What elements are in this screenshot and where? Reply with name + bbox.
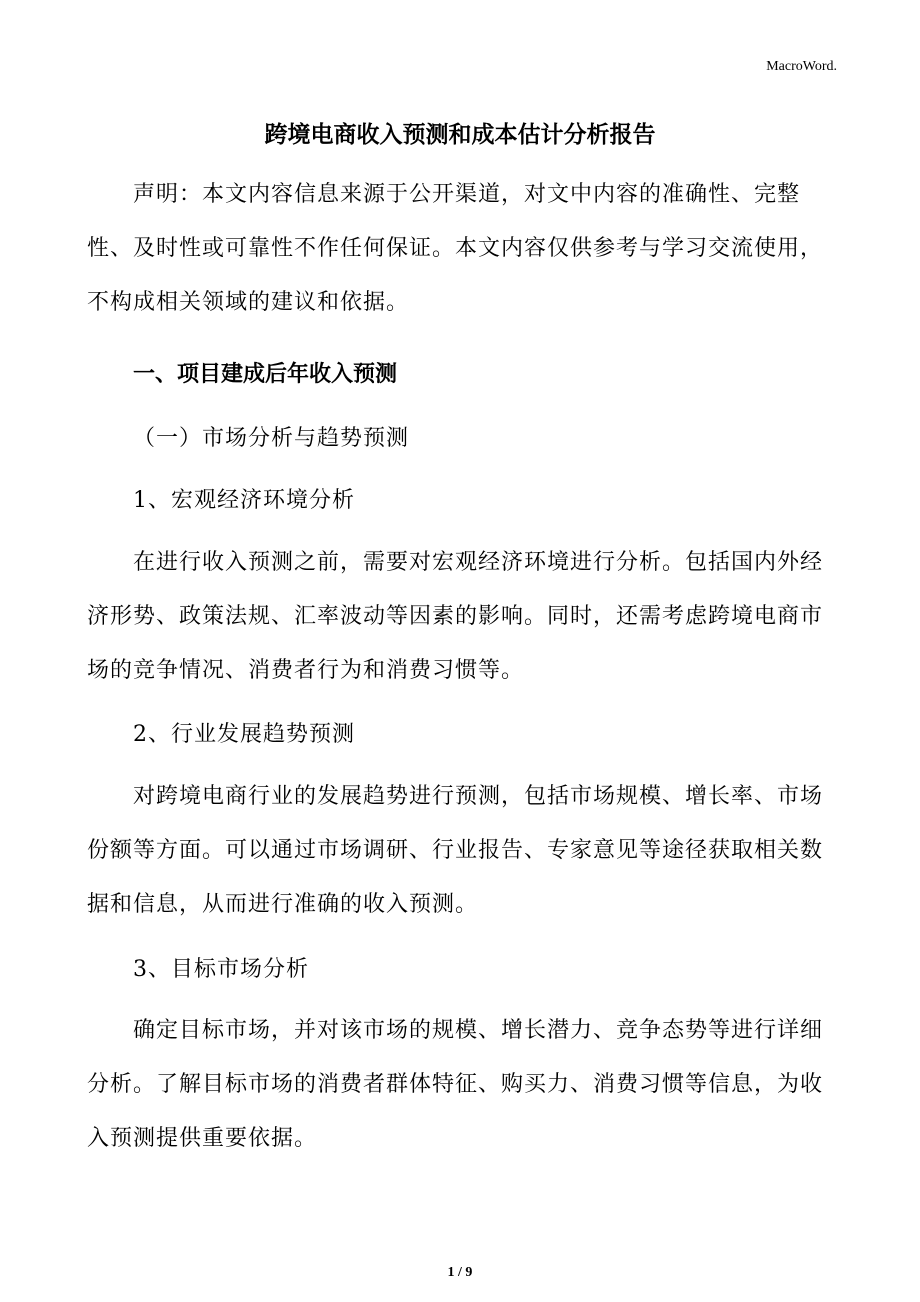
disclaimer-paragraph: 声明：本文内容信息来源于公开渠道，对文中内容的准确性、完整性、及时性或可靠性不作任何保证。本文内容仅供参考与学习交流使用，不构成相关领域的建议和依据。 — [87, 182, 824, 315]
document-title: 跨境电商收入预测和成本估计分析报告 — [264, 122, 656, 148]
subsection-heading: （一）市场分析与趋势预测 — [133, 426, 410, 451]
body-paragraph-industry-trend: 对跨境电商行业的发展趋势进行预测，包括市场规模、增长率、市场份额等方面。可以通过市场调研、行业报告、专家意见等途径获取相关数据和信息，从而进行准确的收入预测。 — [87, 784, 824, 917]
header-brand: MacroWord. — [766, 59, 837, 74]
body-paragraph-macro-economy: 在进行收入预测之前，需要对宏观经济环境进行分析。包括国内外经济形势、政策法规、汇率波动等因素的影响。同时，还需考虑跨境电商市场的竞争情况、消费者行为和消费习惯等。 — [87, 550, 824, 683]
body-paragraph-target-market: 确定目标市场，并对该市场的规模、增长潜力、竞争态势等进行详细分析。了解目标市场的消费者群体特征、购买力、消费习惯等信息，为收入预测提供重要依据。 — [87, 1018, 824, 1151]
page-number: 1 / 9 — [447, 1265, 473, 1280]
item-heading-target-market: 3、目标市场分析 — [133, 957, 309, 982]
item-heading-macro-economy: 1、宏观经济环境分析 — [133, 488, 355, 513]
item-heading-industry-trend: 2、行业发展趋势预测 — [133, 722, 355, 747]
section-heading: 一、项目建成后年收入预测 — [133, 362, 398, 387]
